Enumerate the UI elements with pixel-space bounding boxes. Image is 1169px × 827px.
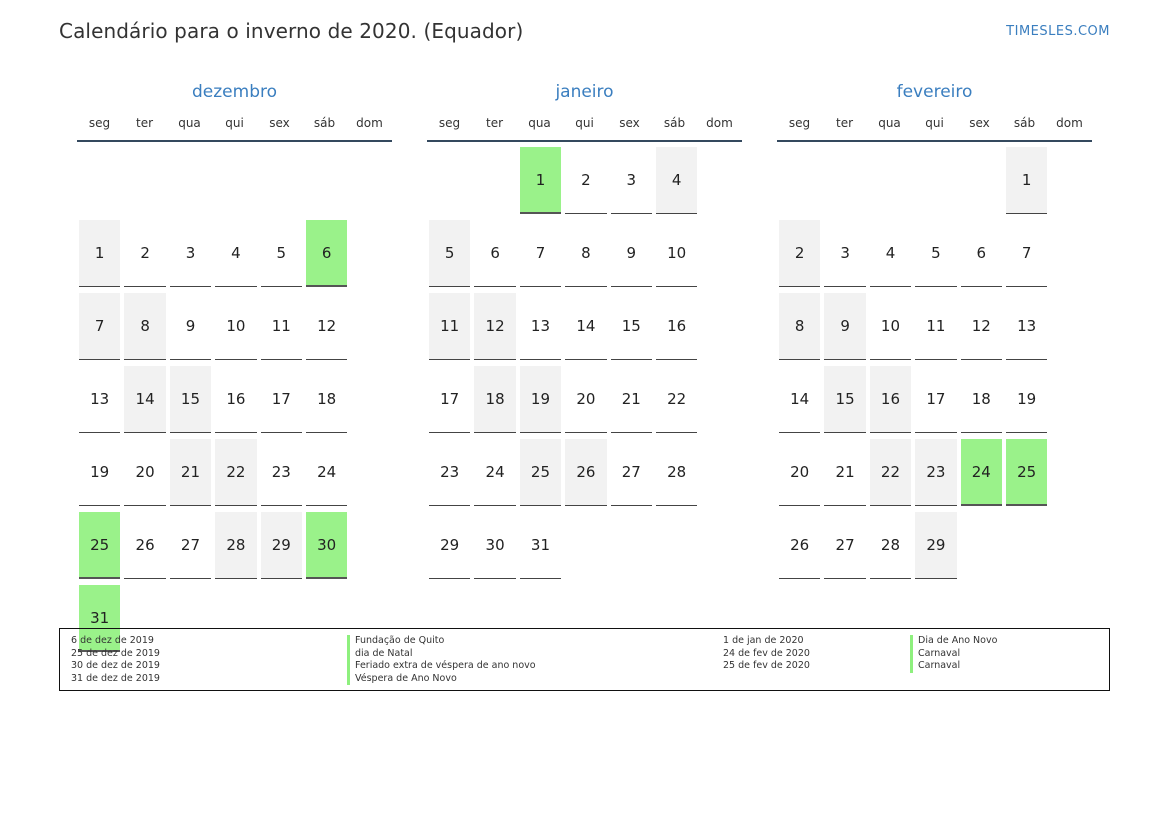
legend-right-names	[910, 635, 997, 673]
holiday-day-cell: 31	[79, 585, 120, 652]
day-cell: 27	[170, 512, 211, 579]
day-cell: 21	[170, 439, 211, 506]
day-cell: 15	[170, 366, 211, 433]
day-cell: 26	[565, 439, 606, 506]
day-cell: 3	[824, 220, 865, 287]
day-cell: 14	[124, 366, 165, 433]
weekday-label: ter	[485, 115, 504, 130]
day-cell: 17	[261, 366, 302, 433]
day-cell: 22	[870, 439, 911, 506]
empty-cell	[429, 147, 470, 214]
day-cell: 16	[656, 293, 697, 360]
weekday-label: dom	[706, 115, 733, 130]
holiday-day-cell: 25	[79, 512, 120, 579]
empty-cell	[474, 147, 515, 214]
day-cell: 18	[474, 366, 515, 433]
day-cell: 18	[306, 366, 347, 433]
day-cell: 15	[611, 293, 652, 360]
day-cell: 21	[611, 366, 652, 433]
day-cell: 24	[306, 439, 347, 506]
legend-date: 1 de jan de 2020	[723, 635, 804, 646]
weekday-header	[427, 107, 742, 142]
empty-cell	[79, 147, 120, 214]
day-cell: 13	[520, 293, 561, 360]
weekday-label: ter	[835, 115, 854, 130]
day-cell: 10	[215, 293, 256, 360]
weekday-label: sáb	[663, 115, 686, 130]
day-cell: 4	[215, 220, 256, 287]
day-cell: 16	[215, 366, 256, 433]
day-cell: 27	[611, 439, 652, 506]
weekday-header	[77, 107, 392, 142]
legend-date: 30 de dez de 2019	[71, 660, 160, 671]
empty-cell	[215, 147, 256, 214]
day-cell: 14	[779, 366, 820, 433]
month-february	[777, 82, 1092, 585]
day-cell: 20	[779, 439, 820, 506]
empty-cell	[261, 147, 302, 214]
holiday-legend	[59, 628, 1110, 691]
day-cell: 10	[656, 220, 697, 287]
day-cell: 2	[565, 147, 606, 214]
month-january	[427, 82, 742, 585]
day-cell: 2	[124, 220, 165, 287]
holiday-day-cell: 25	[1006, 439, 1047, 506]
day-cell: 8	[779, 293, 820, 360]
legend-left-dates	[71, 635, 160, 685]
day-cell: 13	[1006, 293, 1047, 360]
month-december	[77, 82, 392, 658]
weekday-label: sex	[269, 115, 290, 130]
day-cell: 17	[915, 366, 956, 433]
empty-cell	[124, 147, 165, 214]
day-cell: 5	[429, 220, 470, 287]
day-cell: 29	[429, 512, 470, 579]
weekday-label: seg	[438, 115, 461, 130]
day-cell: 4	[656, 147, 697, 214]
day-cell: 19	[1006, 366, 1047, 433]
weekday-label: qui	[575, 115, 594, 130]
legend-holiday-name: Fundação de Quito	[347, 635, 536, 648]
day-cell: 18	[961, 366, 1002, 433]
day-cell: 20	[124, 439, 165, 506]
holiday-day-cell: 30	[306, 512, 347, 579]
day-cell: 31	[520, 512, 561, 579]
day-cell: 19	[79, 439, 120, 506]
day-cell: 28	[215, 512, 256, 579]
legend-date: 24 de fev de 2020	[723, 647, 810, 659]
legend-holiday-name: Dia de Ano Novo	[910, 635, 997, 648]
day-cell: 12	[961, 293, 1002, 360]
legend-date: 25 de dez de 2019	[71, 647, 160, 659]
day-cell: 29	[261, 512, 302, 579]
month-name: fevereiro	[896, 82, 973, 102]
weekday-label: qua	[178, 115, 201, 130]
day-cell: 30	[474, 512, 515, 579]
empty-cell	[870, 147, 911, 214]
legend-holiday-name: Carnaval	[910, 660, 997, 673]
weekday-label: dom	[356, 115, 383, 130]
day-cell: 23	[261, 439, 302, 506]
day-cell: 14	[565, 293, 606, 360]
day-cell: 9	[170, 293, 211, 360]
month-name: janeiro	[555, 82, 614, 102]
day-cell: 11	[261, 293, 302, 360]
day-cell: 6	[961, 220, 1002, 287]
day-cell: 24	[474, 439, 515, 506]
day-cell: 23	[429, 439, 470, 506]
weekday-label: dom	[1056, 115, 1083, 130]
empty-cell	[170, 147, 211, 214]
day-cell: 2	[779, 220, 820, 287]
day-cell: 4	[870, 220, 911, 287]
day-cell: 5	[261, 220, 302, 287]
day-cell: 12	[306, 293, 347, 360]
legend-holiday-name: Carnaval	[910, 648, 997, 661]
day-cell: 11	[915, 293, 956, 360]
legend-date: 25 de fev de 2020	[723, 660, 810, 671]
day-cell: 15	[824, 366, 865, 433]
day-cell: 21	[824, 439, 865, 506]
day-cell: 28	[870, 512, 911, 579]
day-cell: 22	[656, 366, 697, 433]
day-cell: 8	[565, 220, 606, 287]
day-grid	[77, 142, 392, 658]
weekday-label: qua	[528, 115, 551, 130]
legend-date: 6 de dez de 2019	[71, 635, 154, 646]
day-cell: 9	[611, 220, 652, 287]
day-cell: 27	[824, 512, 865, 579]
day-cell: 1	[1006, 147, 1047, 214]
day-cell: 8	[124, 293, 165, 360]
month-name: dezembro	[192, 82, 277, 102]
day-cell: 3	[611, 147, 652, 214]
day-cell: 17	[429, 366, 470, 433]
legend-right-dates	[723, 635, 810, 673]
legend-holiday-name: Véspera de Ano Novo	[347, 673, 536, 686]
empty-cell	[779, 147, 820, 214]
weekday-label: seg	[88, 115, 111, 130]
day-cell: 6	[474, 220, 515, 287]
weekday-label: sex	[969, 115, 990, 130]
empty-cell	[306, 147, 347, 214]
day-cell: 1	[79, 220, 120, 287]
day-cell: 23	[915, 439, 956, 506]
day-grid	[777, 142, 1092, 585]
legend-left-names	[347, 635, 536, 685]
weekday-label: seg	[788, 115, 811, 130]
holiday-day-cell: 24	[961, 439, 1002, 506]
weekday-label: sex	[619, 115, 640, 130]
empty-cell	[961, 147, 1002, 214]
brand-link[interactable]: TIMESLES.COM	[1006, 24, 1110, 39]
day-cell: 10	[870, 293, 911, 360]
day-cell: 22	[215, 439, 256, 506]
weekday-label: sáb	[313, 115, 336, 130]
holiday-day-cell: 1	[520, 147, 561, 214]
legend-holiday-name: dia de Natal	[347, 648, 536, 661]
day-grid	[427, 142, 742, 585]
holiday-day-cell: 6	[306, 220, 347, 287]
day-cell: 13	[79, 366, 120, 433]
day-cell: 26	[779, 512, 820, 579]
weekday-label: ter	[135, 115, 154, 130]
weekday-label: qui	[925, 115, 944, 130]
day-cell: 9	[824, 293, 865, 360]
legend-date: 31 de dez de 2019	[71, 672, 160, 684]
day-cell: 11	[429, 293, 470, 360]
day-cell: 3	[170, 220, 211, 287]
day-cell: 7	[79, 293, 120, 360]
day-cell: 25	[520, 439, 561, 506]
day-cell: 16	[870, 366, 911, 433]
legend-holiday-name: Feriado extra de véspera de ano novo	[347, 660, 536, 673]
weekday-label: qua	[878, 115, 901, 130]
weekday-label: qui	[225, 115, 244, 130]
empty-cell	[915, 147, 956, 214]
day-cell: 7	[1006, 220, 1047, 287]
day-cell: 12	[474, 293, 515, 360]
day-cell: 26	[124, 512, 165, 579]
day-cell: 20	[565, 366, 606, 433]
day-cell: 5	[915, 220, 956, 287]
day-cell: 29	[915, 512, 956, 579]
weekday-header	[777, 107, 1092, 142]
day-cell: 7	[520, 220, 561, 287]
day-cell: 19	[520, 366, 561, 433]
empty-cell	[824, 147, 865, 214]
weekday-label: sáb	[1013, 115, 1036, 130]
day-cell: 28	[656, 439, 697, 506]
page-title: Calendário para o inverno de 2020. (Equador)	[59, 19, 524, 43]
